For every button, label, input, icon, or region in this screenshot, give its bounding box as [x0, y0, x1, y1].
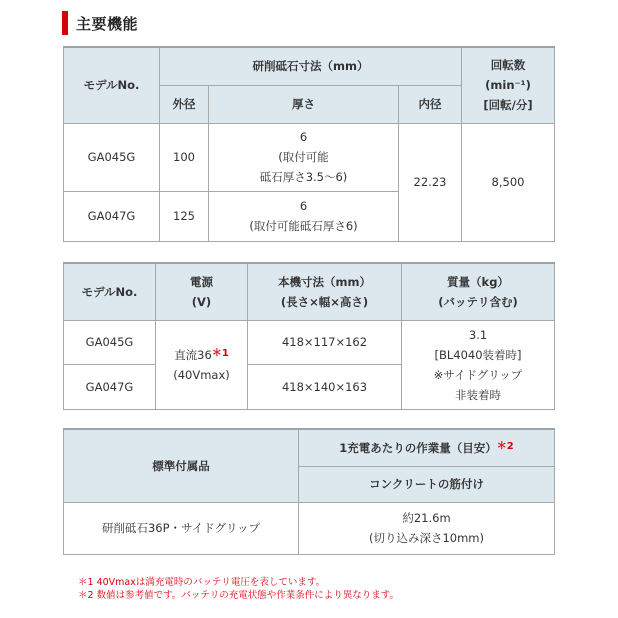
cell-accessory: 研削砥石36P・サイドグリップ	[64, 502, 299, 554]
header-wheel-dimensions: 研削砥石寸法（mm）	[160, 47, 462, 85]
table-row	[64, 123, 555, 191]
cell-model: GA045G	[64, 320, 156, 364]
footnote-2: ＊2 数値は参考値です。バッテリの充電状態や作業条件により異なります。	[78, 590, 400, 601]
cell-power	[156, 320, 248, 409]
cell-dimensions: 418×140×163	[248, 364, 402, 409]
cell-model: GA045G	[64, 123, 160, 191]
cell-work-amount: 約21.6m (切り込み深さ10mm)	[299, 502, 555, 554]
section-title: 主要機能	[76, 14, 139, 33]
heading-accent-bar	[62, 11, 68, 35]
cell-thickness: 6 (取付可能 砥石厚さ3.5〜6)	[209, 123, 399, 191]
header-outer-diameter: 外径	[160, 85, 209, 123]
cell-model: GA047G	[64, 191, 160, 241]
header-model: モデルNo.	[64, 47, 160, 123]
header-rotation-speed: 回転数 (min⁻¹) [回転/分]	[462, 47, 555, 123]
cell-model: GA047G	[64, 364, 156, 409]
header-thickness: 厚さ	[209, 85, 399, 123]
table-row	[64, 502, 555, 554]
header-accessory: 標準付属品	[64, 429, 299, 502]
cell-thickness: 6 (取付可能砥石厚さ6)	[209, 191, 399, 241]
power-sub: (40Vmax)	[173, 368, 230, 382]
spec-table-accessories	[63, 428, 555, 555]
cell-mass: 3.1 [BL4040装着時] ※サイドグリップ 非装着時	[402, 320, 555, 409]
footnote-mark-2: ＊2	[496, 441, 514, 453]
table-row	[64, 320, 555, 364]
footnote-1: ＊1 40Vmaxは満充電時のバッテリ電圧を表しています。	[78, 577, 326, 588]
footnote-mark-1: ＊1	[211, 348, 229, 359]
header-model: モデルNo.	[64, 263, 156, 320]
header-power: 電源 (V)	[156, 263, 248, 320]
header-dimensions: 本機寸法（mm） (長さ×幅×高さ)	[248, 263, 402, 320]
section-heading	[62, 10, 138, 36]
header-work-amount	[299, 429, 555, 466]
cell-inner: 22.23	[399, 123, 462, 241]
cell-outer: 100	[160, 123, 209, 191]
cell-outer: 125	[160, 191, 209, 241]
header-inner-diameter: 内径	[399, 85, 462, 123]
spec-table-wheel	[63, 46, 555, 242]
header-mass: 質量（kg） (バッテリ含む)	[402, 263, 555, 320]
work-amount-label: 1充電あたりの作業量（目安）	[339, 441, 497, 456]
cell-rpm: 8,500	[462, 123, 555, 241]
footnotes	[78, 576, 399, 602]
header-concrete-grooving: コンクリートの筋付け	[299, 466, 555, 502]
spec-table-body	[63, 262, 555, 410]
cell-dimensions: 418×117×162	[248, 320, 402, 364]
power-value: 直流36	[174, 348, 212, 362]
